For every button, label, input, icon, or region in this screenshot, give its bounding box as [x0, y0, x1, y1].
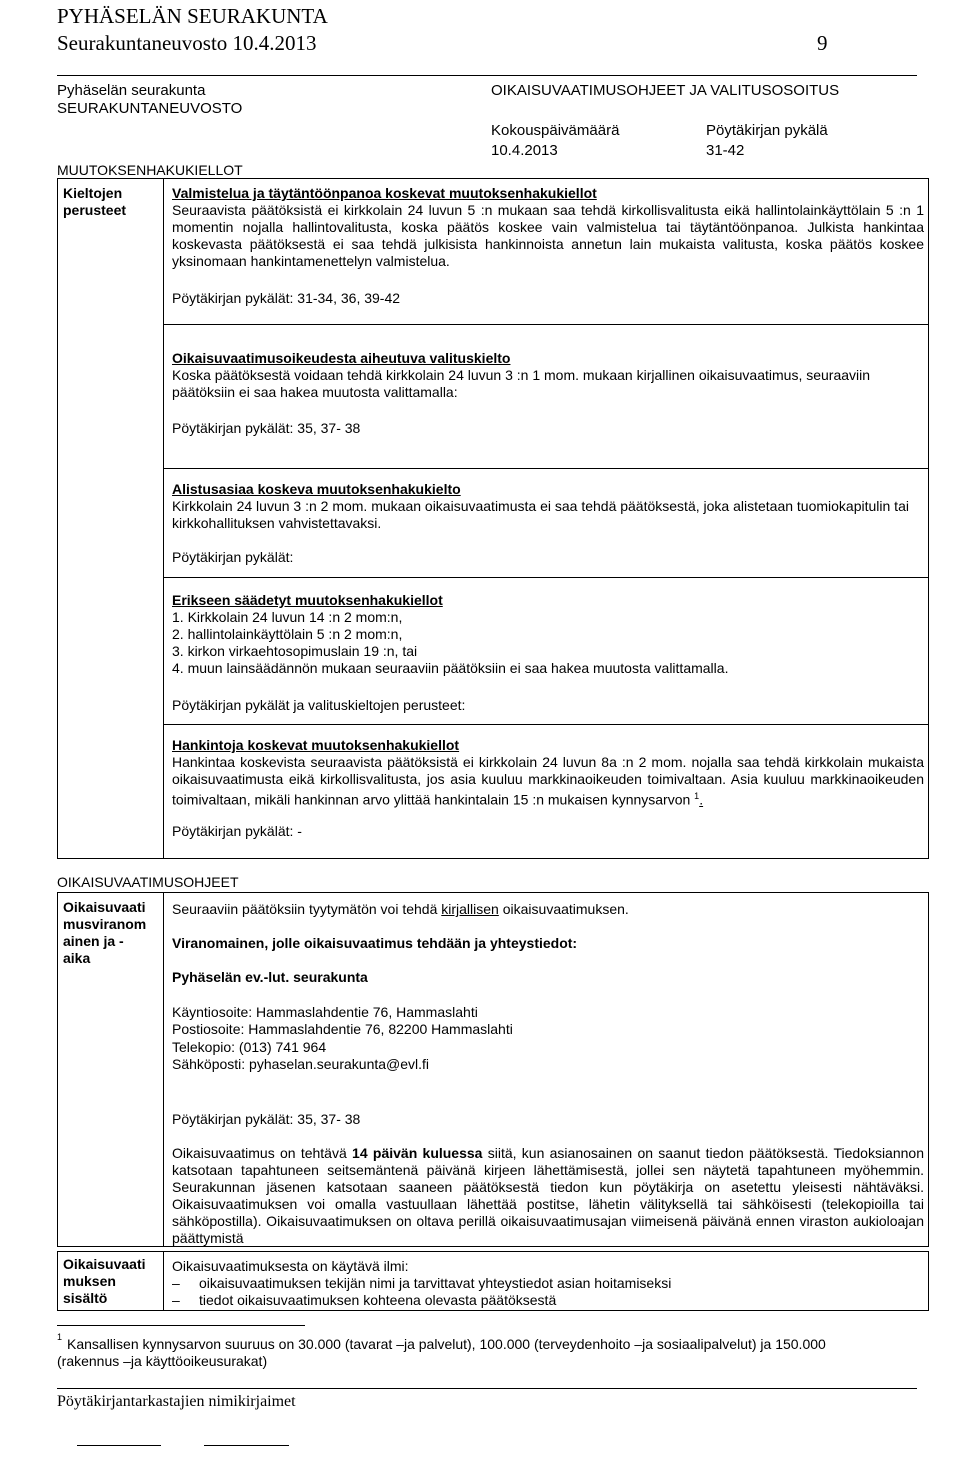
authority-name: Pyhäselän ev.-lut. seurakunta [172, 969, 368, 985]
block5-title: Hankintoja koskevat muutoksenhakukiellot [172, 737, 460, 753]
block3-title: Alistusasiaa koskeva muutoksenhakukielto [172, 481, 461, 497]
block5-text [172, 754, 924, 809]
signature-line[interactable] [77, 1445, 161, 1446]
intro-line: Seuraaviin päätöksiin tyytymätön voi tehdä kirjallisen oikaisuvaatimuksen. [172, 901, 629, 917]
footer-rule [57, 1388, 917, 1389]
doc-title: OIKAISUVAATIMUSOHJEET JA VALITUSOSOITUS [491, 82, 840, 99]
block4-list [172, 609, 917, 677]
footnote-line-2: (rakennus –ja käyttöoikeusurakat) [57, 1353, 268, 1369]
footnote-ref[interactable]: 1 [694, 791, 700, 801]
meeting-date: 10.4.2013 [491, 142, 558, 159]
deadline-bold: 14 päivän kuluessa [352, 1145, 483, 1161]
document-title: PYHÄSELÄN SEURAKUNTA [57, 4, 328, 28]
block3-sections: Pöytäkirjan pykälät: [172, 549, 294, 565]
footnote-rule [57, 1325, 305, 1326]
block2-text: Koska päätöksestä voidaan tehdä kirkkolain 24 luvun 3 :n 1 mom. mukaan kirjallinen oikaisuvaatimus, seuraaviin päätöksiin ei saa hakea muutosta valittamalla: [172, 367, 871, 400]
restrictions-side-label: Kieltojen perusteet [63, 185, 127, 218]
email-address[interactable]: Sähköposti: pyhaselan.seurakunta@evl.fi [172, 1056, 430, 1072]
deadline-text: Oikaisuvaatimus on tehtävä 14 päivän kuluessa siitä, kun asianosainen on saanut tiedon päätöksestä. Tiedoksiannon katsotaan tapahtuneen seitsemäntenä päivänä kirjeen lähettämisestä, jollei sen näytetä tapahtuneen myöhemmin. Seurakunnan jäsenen katsotaan saaneen päätöksestä tiedon kun pöytäkirja on asetettu yleisesti nähtäväksi. Oikaisuvaatimuksen voi omalla vastuullaan lähettää postitse, lähetin välityksellä tai sähköisesti (telekopioilla tai sähköpostilla). Oikaisuvaatimuksen on oltava perillä oikaisuvaatimusajan viimeisenä päivänä ennen viraston aukioloajan päättymistä [172, 1145, 924, 1246]
footnote-number: 1 [57, 1332, 63, 1342]
block3-text: Kirkkolain 24 luvun 3 :n 2 mom. mukaan oikaisuvaatimusta ei saa tehdä päätöksestä, joka alistetaan tuomiokapitulin tai kirkkohallituksen vahvistettavaksi. [172, 498, 909, 531]
meeting-subtitle: Seurakuntaneuvosto 10.4.2013 [57, 31, 317, 55]
instructions-heading: OIKAISUVAATIMUSOHJEET [57, 874, 239, 890]
block4-sections: Pöytäkirjan pykälät ja valituskieltojen perusteet: [172, 697, 466, 713]
block1-title: Valmistelua ja täytäntöönpanoa koskevat muutoksenhakukiellot [172, 185, 597, 201]
content-intro: Oikaisuvaatimuksesta on käytävä ilmi: [172, 1258, 409, 1274]
list-item: 4. muun lainsäädännön mukaan seuraaviin päätöksiin ei saa hakea muutosta valittamalla. [172, 660, 729, 676]
org-name: Pyhäselän seurakunta [57, 82, 206, 99]
dash-bullet: – [172, 1275, 180, 1291]
block4-title: Erikseen säädetyt muutoksenhakukiellot [172, 592, 443, 608]
authority-heading: Viranomainen, jolle oikaisuvaatimus tehdään ja yhteystiedot: [172, 935, 578, 951]
block1-text [172, 202, 924, 270]
list-item: – tiedot oikaisuvaatimuksen kohteena olevasta päätöksestä [172, 1292, 557, 1308]
list-item: – oikaisuvaatimuksen tekijän nimi ja tarvittavat yhteystiedot asian hoitamiseksi [172, 1275, 672, 1291]
block2-sections: Pöytäkirjan pykälät: 35, 37- 38 [172, 420, 361, 436]
instructions-side-label-2: Oikaisuvaati muksen sisältö [63, 1256, 146, 1306]
block5-trailing: . [699, 791, 704, 808]
signatures-label: Pöytäkirjantarkastajien nimikirjaimet [57, 1393, 296, 1410]
list-item: 3. kirkon virkaehtosopimuslain 19 :n, tai [172, 643, 418, 659]
instructions-side-label-1: Oikaisuvaati musviranom ainen ja - aika [63, 899, 147, 966]
restrictions-heading: MUUTOKSENHAKUKIELLOT [57, 162, 243, 178]
restrictions-side-box [57, 178, 164, 859]
signature-line[interactable] [204, 1445, 289, 1446]
instructions-sections: Pöytäkirjan pykälät: 35, 37- 38 [172, 1111, 361, 1127]
page-number: 9 [817, 31, 828, 55]
intro-underlined: kirjallisen [441, 901, 499, 917]
dash-bullet: – [172, 1292, 180, 1308]
block1-text2: Julkista hankintaa koskevasta päätöksestä ei saa tehdä julkisista hankinnoista annetun lain mukaista valitusta, koska päätös koskee yksinomaan hankintamenettelyn valmistelua. [172, 219, 925, 269]
fax-number: Telekopio: (013) 741 964 [172, 1039, 327, 1055]
block2-title: Oikaisuvaatimusoikeudesta aiheutuva valituskielto [172, 350, 511, 366]
block5-body: Hankintaa koskevista seuraavista päätöksistä ei kirkkolain 24 luvun 8a :n 2 mom. nojalla saa tehdä kirkkolain mukaista oikaisuvaatimusta eikä kirkollisvalitusta, jos asia kuuluu markkinaoikeuden toimivaltaan. Asia kuuluu markkinaoikeuden toimivaltaan, mikäli hankinnan arvo ylittää hankintalain 15 :n mukaisen kynnysarvon [172, 754, 924, 808]
section-label: Pöytäkirjan pykälä [706, 122, 828, 139]
block1-sections: Pöytäkirjan pykälät: 31-34, 36, 39-42 [172, 290, 401, 306]
list-item: 1. Kirkkolain 24 luvun 14 :n 2 mom:n, [172, 609, 403, 625]
footnote-line-1: Kansallisen kynnysarvon suuruus on 30.000 (tavarat –ja palvelut), 100.000 (terveydenhoito –ja sosiaalipalvelut) ja 150.000 [67, 1336, 826, 1352]
block1-text1: Seuraavista päätöksistä ei kirkkolain 24 luvun 5 :n mukaan saa tehdä kirkollisvalitusta eikä hallintolainkäyttölain 5 :n 1 momentin nojalla hallintovalitusta, koska päätös koskee vain valmistelua tai täytäntöönpanoa. [172, 202, 924, 235]
header-rule [57, 75, 917, 76]
meeting-date-label: Kokouspäivämäärä [491, 122, 620, 139]
org-body: SEURAKUNTANEUVOSTO [57, 100, 243, 117]
list-item: 2. hallintolainkäyttölain 5 :n 2 mom:n, [172, 626, 403, 642]
postal-address: Postiosoite: Hammaslahdentie 76, 82200 Hammaslahti [172, 1021, 513, 1037]
block5-sections: Pöytäkirjan pykälät: - [172, 823, 302, 839]
section-value: 31-42 [706, 142, 745, 159]
visit-address: Käyntiosoite: Hammaslahdentie 76, Hammaslahti [172, 1004, 478, 1020]
